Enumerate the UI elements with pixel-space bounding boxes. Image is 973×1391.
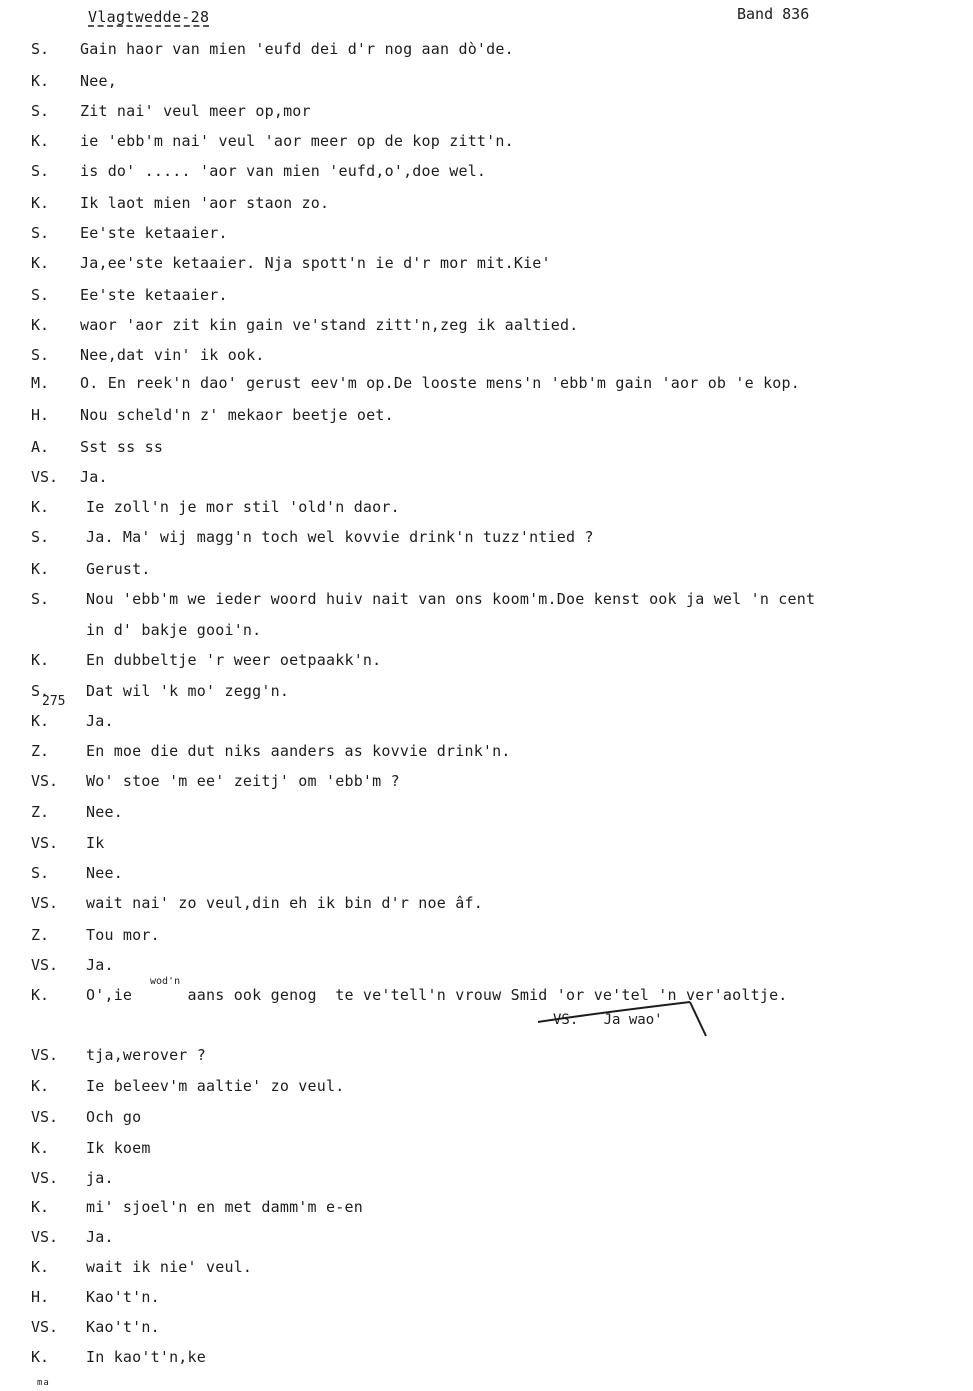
speaker-label: VS.: [31, 834, 59, 852]
transcript-line: Dat wil 'k mo' zegg'n.: [86, 682, 290, 700]
speaker-label: VS.: [31, 1228, 59, 1246]
speaker-label: H.: [31, 406, 50, 424]
transcript-line: Ik koem: [86, 1139, 151, 1157]
transcript-line: Wo' stoe 'm ee' zeitj' om 'ebb'm ?: [86, 772, 400, 790]
transcript-line: Ja.: [86, 1228, 114, 1246]
transcript-line: Nou 'ebb'm we ieder woord huiv nait van ons koom'm.Doe kenst ook ja wel 'n cent: [86, 590, 816, 608]
speaker-label: K.: [31, 132, 50, 150]
transcript-line: Ie zoll'n je mor stil 'old'n daor.: [86, 498, 400, 516]
transcript-line: Nee.: [86, 803, 123, 821]
transcript-line: Nou scheld'n z' mekaor beetje oet.: [80, 406, 394, 424]
margin-counter: 275: [42, 694, 66, 709]
transcript-line: O. En reek'n dao' gerust eev'm op.De looste mens'n 'ebb'm gain 'aor ob 'e kop.: [80, 374, 800, 392]
speaker-label: VS.: [31, 772, 59, 790]
transcript-line: Ik laot mien 'aor staon zo.: [80, 194, 330, 212]
transcript-line: mi' sjoel'n en met damm'm e-en: [86, 1198, 363, 1216]
transcript-line: Ee'ste ketaaier.: [80, 286, 228, 304]
transcript-line: Gerust.: [86, 560, 151, 578]
speaker-label: M.: [31, 374, 50, 392]
document-title: Vlagtwedde-28: [88, 8, 210, 26]
transcript-line: ie 'ebb'm nai' veul 'aor meer op de kop zitt'n.: [80, 132, 514, 150]
speaker-label: Z.: [31, 803, 50, 821]
speaker-label: S.: [31, 224, 50, 242]
speaker-label: K.: [31, 1198, 50, 1216]
transcript-line: Ja. Ma' wij magg'n toch wel kovvie drink'n tuzz'ntied ?: [86, 528, 594, 546]
speaker-label: K.: [31, 316, 50, 334]
speaker-label: K.: [31, 72, 50, 90]
speaker-label: VS.: [31, 1108, 59, 1126]
speaker-label: S.: [31, 286, 50, 304]
speaker-label: K.: [31, 651, 50, 669]
transcript-line: Sst ss ss: [80, 438, 164, 456]
transcript-line: Gain haor van mien 'eufd dei d'r nog aan dò'de.: [80, 40, 514, 58]
speaker-label: S.: [31, 864, 50, 882]
interjection-arrow-tick: [690, 1002, 706, 1036]
transcript-line: Ja.: [80, 468, 108, 486]
speaker-label: K.: [31, 1077, 50, 1095]
transcript-line: O',ie aans ook genog te ve'tell'n vrouw Smid 'or ve'tel 'n ver'aoltje.: [86, 986, 788, 1004]
transcript-line: Kao't'n.: [86, 1288, 160, 1306]
speaker-label: VS.: [31, 1169, 59, 1187]
speaker-label: K.: [31, 560, 50, 578]
speaker-label: H.: [31, 1288, 50, 1306]
speaker-label: S.: [31, 682, 50, 700]
transcript-line: Kao't'n.: [86, 1318, 160, 1336]
speaker-label: S.: [31, 346, 50, 364]
transcript-line: Nee.: [86, 864, 123, 882]
speaker-label: K.: [31, 712, 50, 730]
transcript-line: Tou mor.: [86, 926, 160, 944]
speaker-label: K.: [31, 1139, 50, 1157]
transcript-line: waor 'aor zit kin gain ve'stand zitt'n,zeg ik aaltied.: [80, 316, 579, 334]
transcript-line: Nee,dat vin' ik ook.: [80, 346, 265, 364]
speaker-label: A.: [31, 438, 50, 456]
transcript-line: Ie beleev'm aaltie' zo veul.: [86, 1077, 345, 1095]
transcript-line: En dubbeltje 'r weer oetpaakk'n.: [86, 651, 382, 669]
speaker-label: Z.: [31, 926, 50, 944]
transcript-line: wait nai' zo veul,din eh ik bin d'r noe âf.: [86, 894, 483, 912]
speaker-label: S.: [31, 40, 50, 58]
interjection-note: VS. Ja wao': [553, 1012, 663, 1028]
speaker-label: K.: [31, 498, 50, 516]
speaker-label: K.: [31, 1348, 50, 1366]
speaker-label: K.: [31, 254, 50, 272]
speaker-label: S.: [31, 590, 50, 608]
overwritten-word: wod'n: [150, 976, 181, 987]
transcript-line: ja.: [86, 1169, 114, 1187]
transcript-line: in d' bakje gooi'n.: [86, 621, 262, 639]
speaker-label: K.: [31, 194, 50, 212]
transcript-line: Ik: [86, 834, 105, 852]
speaker-label: S.: [31, 528, 50, 546]
speaker-label: Z.: [31, 742, 50, 760]
speaker-label: S.: [31, 162, 50, 180]
speaker-label: K.: [31, 1258, 50, 1276]
speaker-label: VS.: [31, 468, 59, 486]
speaker-label: VS.: [31, 1318, 59, 1336]
transcript-line: En moe die dut niks aanders as kovvie drink'n.: [86, 742, 511, 760]
transcript-line: In kao't'n,ke: [86, 1348, 206, 1366]
speaker-label: K.: [31, 986, 50, 1004]
transcript-line: Och go: [86, 1108, 142, 1126]
band-number: Band 836: [737, 5, 810, 23]
transcript-line: Ja.: [86, 712, 114, 730]
transcript-line: Nee,: [80, 72, 117, 90]
speaker-label: VS.: [31, 956, 59, 974]
transcript-line: Ja,ee'ste ketaaier. Nja spott'n ie d'r mor mit.Kie': [80, 254, 551, 272]
transcript-line: tja,werover ?: [86, 1046, 206, 1064]
transcript-line: Ee'ste ketaaier.: [80, 224, 228, 242]
transcript-line: Ja.: [86, 956, 114, 974]
transcript-line: wait ik nie' veul.: [86, 1258, 253, 1276]
speaker-label: S.: [31, 102, 50, 120]
transcript-line: is do' ..... 'aor van mien 'eufd,o',doe wel.: [80, 162, 487, 180]
transcript-line: Zit nai' veul meer op,mor: [80, 102, 311, 120]
speaker-label: VS.: [31, 1046, 59, 1064]
footer-mark: ma: [37, 1378, 50, 1388]
speaker-label: VS.: [31, 894, 59, 912]
